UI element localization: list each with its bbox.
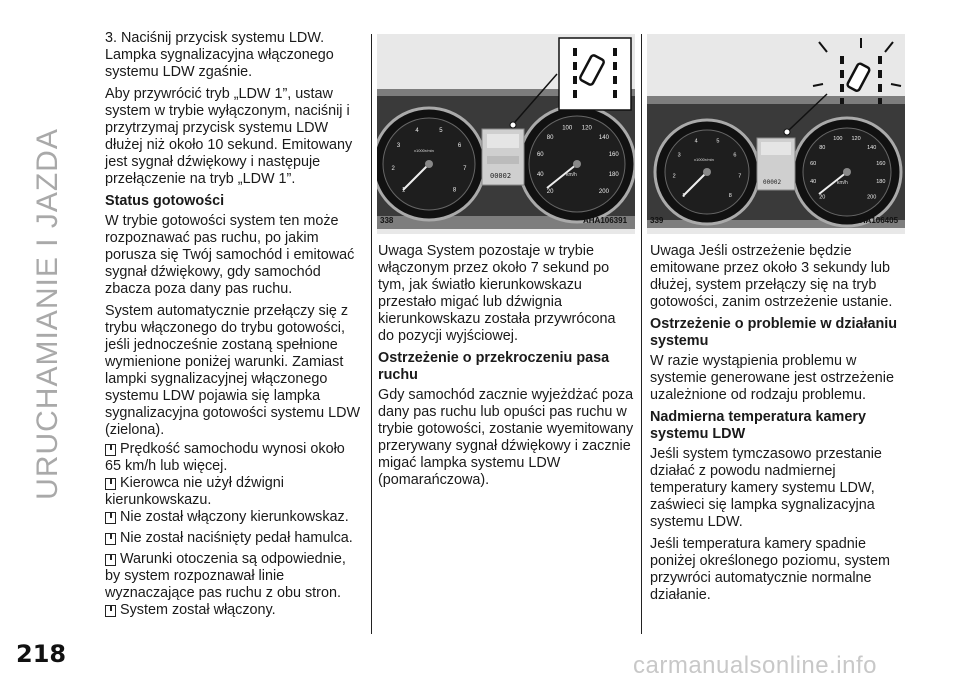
dial-tick-label: 80: [546, 135, 554, 142]
dial-tick-label: 7: [463, 166, 467, 172]
speed-unit-label: km/h: [837, 180, 848, 186]
dial-tick-label: 60: [810, 160, 817, 167]
dial-tick-label: 3: [677, 152, 681, 159]
section-heading: Status gotowości: [105, 193, 225, 209]
check-entry: [105, 530, 363, 547]
check-entry: [105, 602, 363, 619]
text-column-3: [650, 243, 910, 609]
page-number: 218: [16, 640, 67, 668]
odometer-readout: 00002: [490, 172, 512, 180]
paragraph: Aby przywrócić tryb „LDW 1”, ustaw system w trybie wyłączonym, naciśnij i przytrzymaj przycisk systemu LDW dłużej niż około 10 sekund. Emitowany jest sygnał dźwiękowy i następuje przełączenie na tryb „LDW 1”.: [105, 86, 353, 187]
checkbox-icon: [105, 605, 116, 617]
dial-tick-label: 6: [457, 142, 462, 149]
paragraph: Gdy samochód zacznie wyjeżdżać poza dany pas ruchu lub opuści pas ruchu w trybie gotowości, zostanie wyemitowany przerywany sygnał dźwiękowy i zacznie migać lampka systemu LDW (pomarańczowa).: [378, 387, 634, 488]
figure-caption-number: 338: [380, 216, 394, 225]
dial-tick-label: 160: [608, 152, 619, 159]
check-continuation: by system rozpoznawał linie wyznaczające pas ruchu z obu stron.: [105, 568, 341, 601]
paragraph: W trybie gotowości system ten może rozpoznawać pas ruchu, po jakim porusza się Twój samochód i emitować sygnał dźwiękowy, gdy samochód zbacza poza dany pas ruchu.: [105, 213, 355, 297]
checkbox-icon: [105, 444, 116, 456]
rpm-unit-label: x1000r/min: [694, 157, 714, 162]
watermark-text: carmanualsonline.info: [633, 652, 877, 679]
dial-tick-label: 2: [391, 166, 395, 172]
dial-tick-label: 140: [598, 135, 609, 142]
check-entry: [105, 509, 363, 526]
dial-tick-label: 120: [851, 136, 861, 142]
dial-tick-label: 80: [819, 145, 826, 152]
paragraph: Jeśli temperatura kamery spadnie poniżej określonego poziomu, system przywróci automatycznie normalne działanie.: [650, 536, 890, 603]
section-heading: Ostrzeżenie o przekroczeniu pasa ruchu: [378, 350, 610, 383]
check-entry: [105, 475, 363, 509]
dial-tick-label: 200: [867, 194, 877, 201]
check-continuation: kierunkowskazu.: [105, 492, 212, 508]
dial-tick-label: 40: [536, 171, 544, 178]
paragraph: W razie wystąpienia problemu w systemie generowane jest ostrzeżenie uzależnione od rodzaju problemu.: [650, 353, 894, 403]
check-text: Prędkość samochodu wynosi około: [120, 441, 345, 457]
paragraph: System automatycznie przełączy się z trybu włączonego do trybu gotowości, jeśli jednocześnie zostaną spełnione wymienione poniżej warunki. Zamiast lampki sygnalizacyjnej włączonego systemu LDW pojawia się lampka sygnalizacyjna gotowości systemu LDW (zielona).: [105, 303, 361, 438]
checklist: [105, 441, 363, 619]
check-continuation: 65 km/h lub więcej.: [105, 458, 228, 474]
dial-tick-label: 4: [694, 138, 698, 145]
figure-caption-code: AHA106405: [854, 216, 899, 225]
checkbox-icon: [105, 533, 116, 545]
dial-tick-label: 20: [546, 188, 554, 195]
check-text: System został włączony.: [120, 602, 276, 618]
dial-tick-label: 5: [716, 138, 720, 145]
instrument-cluster-illustration: [647, 34, 905, 234]
text-column-1: [105, 30, 363, 619]
figure-338: [377, 34, 635, 234]
check-entry: [105, 441, 363, 475]
dial-tick-label: 3: [396, 142, 401, 149]
dial-tick-label: 140: [867, 145, 877, 152]
dial-tick-label: 180: [608, 171, 619, 178]
checkbox-icon: [105, 478, 116, 490]
dial-tick-label: 1: [401, 187, 406, 194]
check-text: Nie został naciśnięty pedał hamulca.: [120, 530, 353, 546]
figure-caption-code: AHA106391: [583, 216, 628, 225]
dial-tick-label: 7: [738, 173, 742, 180]
dial-tick-label: 4: [415, 128, 419, 134]
dial-tick-label: 1: [682, 193, 686, 200]
paragraph: Uwaga Jeśli ostrzeżenie będzie emitowane przez około 3 sekundy lub dłużej, system przełączy się na tryb gotowości, zanim ostrzeżenie ustanie.: [650, 243, 893, 310]
section-heading: Ostrzeżenie o problemie w działaniu systemu: [650, 316, 898, 349]
check-entry: [105, 551, 363, 602]
check-text: Nie został włączony kierunkowskaz.: [120, 509, 349, 525]
dial-tick-label: 6: [733, 152, 737, 159]
check-text: Kierowca nie użył dźwigni: [120, 475, 284, 491]
dial-tick-label: 2: [672, 173, 676, 180]
text-column-2: [378, 243, 634, 494]
dial-tick-label: 180: [876, 178, 886, 185]
column-divider: [641, 34, 642, 634]
figure-caption-number: 339: [650, 216, 664, 225]
paragraph: Uwaga System pozostaje w trybie włączonym przez około 7 sekund po tym, jak światło kierunkowskazu przestało migać lub dźwignia kierunkowskazu została przywrócona do pozycji wyjściowej.: [378, 243, 616, 344]
dial-tick-label: 8: [728, 193, 732, 200]
dial-tick-label: 60: [536, 152, 544, 159]
dial-tick-label: 5: [439, 128, 443, 134]
paragraph: 3. Naciśnij przycisk systemu LDW. Lampka sygnalizacyjna włączonego systemu LDW zgaśnie.: [105, 30, 334, 80]
dial-tick-label: 100: [833, 136, 843, 142]
dial-tick-label: 120: [581, 125, 592, 132]
dial-tick-label: 100: [562, 125, 573, 132]
instrument-cluster-illustration: [377, 34, 635, 234]
dial-tick-label: 160: [876, 160, 886, 167]
dial-tick-label: 20: [819, 194, 826, 201]
chapter-title-text: URUCHAMIANIE I JAZDA: [31, 128, 64, 500]
section-heading: Nadmierna temperatura kamery systemu LDW: [650, 409, 866, 442]
check-text: Warunki otoczenia są odpowiednie,: [120, 551, 346, 567]
figure-339: [647, 34, 905, 234]
paragraph: Jeśli system tymczasowo przestanie działać z powodu nadmiernej temperatury kamery systemu LDW, zaświeci się lampka sygnalizacyjna systemu LDW.: [650, 446, 882, 530]
checkbox-icon: [105, 554, 116, 566]
dial-tick-label: 40: [810, 178, 817, 185]
speed-unit-label: km/h: [566, 172, 577, 178]
odometer-readout: 00002: [763, 179, 782, 186]
dial-tick-label: 200: [598, 188, 609, 195]
rpm-unit-label: x1000r/min: [414, 148, 434, 153]
checkbox-icon: [105, 512, 116, 524]
column-divider: [371, 34, 372, 634]
dial-tick-label: 8: [452, 187, 457, 194]
